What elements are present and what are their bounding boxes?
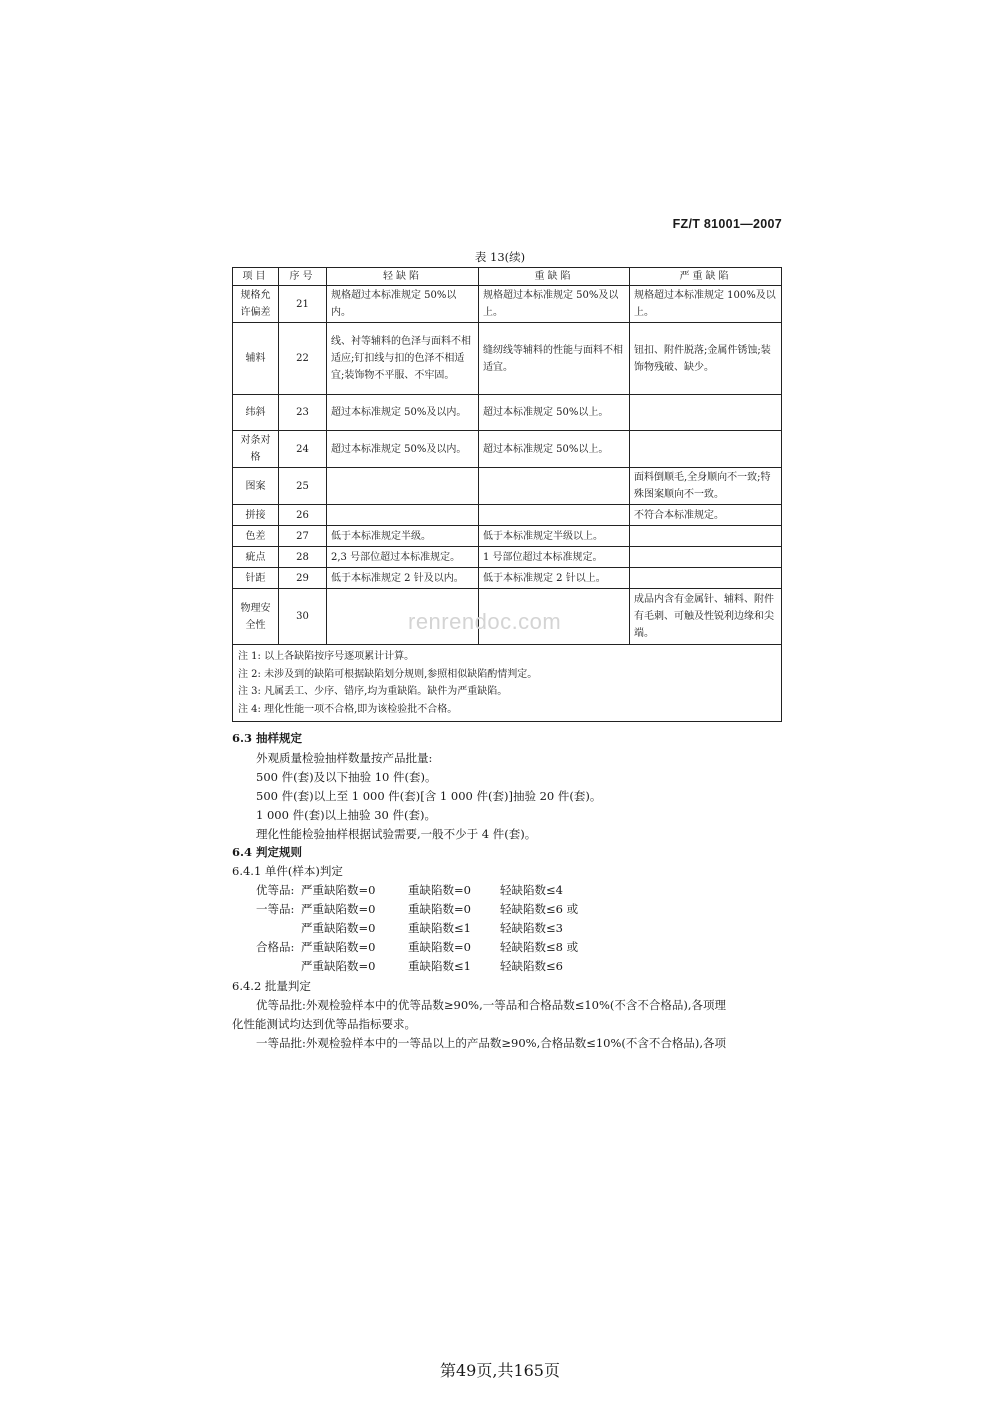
cell-major: 超过本标准规定 50%以上。 bbox=[479, 395, 630, 431]
cell-minor bbox=[327, 505, 479, 526]
table-note: 注 3: 凡属丢工、少序、错序,均为重缺陷。缺件为严重缺陷。 bbox=[238, 686, 508, 697]
cell-critical: 规格超过本标准规定 100%及以上。 bbox=[630, 286, 782, 323]
major-count: 重缺陷数=0 bbox=[408, 940, 471, 954]
paragraph: 500 件(套)及以下抽验 10 件(套)。 bbox=[256, 770, 437, 784]
header-item: 项目 bbox=[233, 268, 279, 286]
table-note: 注 2: 未涉及到的缺陷可根据缺陷划分规则,参照相似缺陷酌情判定。 bbox=[238, 668, 538, 680]
cell-item: 物理安全性 bbox=[233, 589, 279, 645]
major-count: 重缺陷数≤1 bbox=[408, 959, 471, 973]
cell-critical bbox=[630, 568, 782, 589]
standard-code: FZ/T 81001—2007 bbox=[672, 217, 782, 231]
table-row bbox=[233, 468, 782, 505]
grade-label: 合格品: bbox=[256, 940, 295, 954]
cell-critical: 面料倒顺毛,全身顺向不一致;特殊图案顺向不一致。 bbox=[630, 468, 782, 505]
cell-critical bbox=[630, 526, 782, 547]
paragraph: 500 件(套)以上至 1 000 件(套)[含 1 000 件(套)]抽验 20 件(套)。 bbox=[256, 789, 602, 803]
minor-count: 轻缺陷数≤8 或 bbox=[500, 940, 579, 954]
cell-critical bbox=[630, 431, 782, 468]
table-row bbox=[233, 323, 782, 395]
table-row bbox=[233, 431, 782, 468]
paragraph: 理化性能检验抽样根据试验需要,一般不少于 4 件(套)。 bbox=[256, 827, 537, 841]
cell-item: 辅料 bbox=[233, 323, 279, 395]
table-row bbox=[233, 286, 782, 323]
cell-minor: 2,3 号部位超过本标准规定。 bbox=[327, 547, 479, 568]
cell-minor: 超过本标准规定 50%及以内。 bbox=[327, 431, 479, 468]
defect-table bbox=[232, 267, 782, 722]
cell-item: 对条对格 bbox=[233, 431, 279, 468]
cell-item: 针距 bbox=[233, 568, 279, 589]
section-heading: 6.4 判定规则 bbox=[232, 845, 303, 859]
header-seq: 序号 bbox=[279, 268, 327, 286]
cell-major: 1 号部位超过本标准规定。 bbox=[479, 547, 630, 568]
header-critical: 严重缺陷 bbox=[630, 268, 782, 286]
table-row bbox=[233, 395, 782, 431]
table-notes bbox=[233, 645, 782, 722]
cell-critical: 成品内含有金属针、辅料、附件有毛刺、可触及性锐利边缘和尖端。 bbox=[630, 589, 782, 645]
cell-major bbox=[479, 505, 630, 526]
cell-critical: 钮扣、附件脱落;金属件锈蚀;装饰物残破、缺少。 bbox=[630, 323, 782, 395]
page-footer: 第49页,共165页 bbox=[440, 1361, 560, 1380]
cell-item: 疵点 bbox=[233, 547, 279, 568]
table-caption: 表 13(续) bbox=[474, 250, 526, 264]
cell-major: 缝纫线等辅料的性能与面料不相适宜。 bbox=[479, 323, 630, 395]
cell-critical: 不符合本标准规定。 bbox=[630, 505, 782, 526]
paragraph: 1 000 件(套)以上抽验 30 件(套)。 bbox=[256, 808, 436, 822]
cell-seq: 26 bbox=[279, 505, 327, 526]
cell-seq: 27 bbox=[279, 526, 327, 547]
critical-count: 严重缺陷数=0 bbox=[301, 921, 376, 935]
table-row bbox=[233, 547, 782, 568]
cell-item: 规格允许偏差 bbox=[233, 286, 279, 323]
cell-minor: 低于本标准规定半级。 bbox=[327, 526, 479, 547]
cell-seq: 30 bbox=[279, 589, 327, 645]
cell-minor: 规格超过本标准规定 50%以内。 bbox=[327, 286, 479, 323]
paragraph: 外观质量检验抽样数量按产品批量: bbox=[256, 751, 433, 765]
table-note: 注 4: 理化性能一项不合格,即为该检验批不合格。 bbox=[238, 703, 458, 715]
minor-count: 轻缺陷数≤4 bbox=[500, 883, 563, 897]
cell-critical bbox=[630, 395, 782, 431]
cell-minor: 低于本标准规定 2 针及以内。 bbox=[327, 568, 479, 589]
table-note: 注 1: 以上各缺陷按序号逐项累计计算。 bbox=[238, 651, 415, 662]
minor-count: 轻缺陷数≤6 bbox=[500, 959, 563, 973]
major-count: 重缺陷数≤1 bbox=[408, 921, 471, 935]
cell-seq: 29 bbox=[279, 568, 327, 589]
section-heading: 6.3 抽样规定 bbox=[232, 731, 303, 745]
cell-minor bbox=[327, 468, 479, 505]
cell-item: 色差 bbox=[233, 526, 279, 547]
major-count: 重缺陷数=0 bbox=[408, 883, 471, 897]
header-minor: 轻缺陷 bbox=[327, 268, 479, 286]
subsection-heading: 6.4.1 单件(样本)判定 bbox=[232, 864, 343, 878]
cell-item: 图案 bbox=[233, 468, 279, 505]
cell-seq: 25 bbox=[279, 468, 327, 505]
grade-label: 优等品: bbox=[256, 883, 295, 897]
paragraph: 优等品批:外观检验样本中的优等品数≥90%,一等品和合格品数≤10%(不含不合格品),各项理 bbox=[256, 998, 727, 1012]
cell-major: 低于本标准规定 2 针以上。 bbox=[479, 568, 630, 589]
cell-minor: 超过本标准规定 50%及以内。 bbox=[327, 395, 479, 431]
cell-seq: 28 bbox=[279, 547, 327, 568]
critical-count: 严重缺陷数=0 bbox=[301, 959, 376, 973]
minor-count: 轻缺陷数≤6 或 bbox=[500, 902, 579, 916]
grade-label: 一等品: bbox=[256, 902, 295, 916]
critical-count: 严重缺陷数=0 bbox=[301, 883, 376, 897]
minor-count: 轻缺陷数≤3 bbox=[500, 921, 563, 935]
table-header-row bbox=[233, 268, 782, 286]
cell-major: 规格超过本标准规定 50%及以上。 bbox=[479, 286, 630, 323]
cell-major: 低于本标准规定半级以上。 bbox=[479, 526, 630, 547]
cell-seq: 24 bbox=[279, 431, 327, 468]
table-notes-row bbox=[233, 645, 782, 722]
paragraph: 化性能测试均达到优等品指标要求。 bbox=[232, 1017, 416, 1031]
watermark: renrendoc.com bbox=[408, 609, 562, 634]
cell-item: 纬斜 bbox=[233, 395, 279, 431]
critical-count: 严重缺陷数=0 bbox=[301, 902, 376, 916]
cell-seq: 22 bbox=[279, 323, 327, 395]
cell-minor: 线、衬等辅料的色泽与面料不相适应;钉扣线与扣的色泽不相适宜;装饰物不平服、不牢固。 bbox=[327, 323, 479, 395]
paragraph: 一等品批:外观检验样本中的一等品以上的产品数≥90%,合格品数≤10%(不含不合格品),各项 bbox=[256, 1036, 727, 1050]
cell-item: 拼接 bbox=[233, 505, 279, 526]
cell-major: 超过本标准规定 50%以上。 bbox=[479, 431, 630, 468]
critical-count: 严重缺陷数=0 bbox=[301, 940, 376, 954]
table-row bbox=[233, 505, 782, 526]
cell-seq: 23 bbox=[279, 395, 327, 431]
header-major: 重缺陷 bbox=[479, 268, 630, 286]
subsection-heading: 6.4.2 批量判定 bbox=[232, 979, 311, 993]
cell-seq: 21 bbox=[279, 286, 327, 323]
major-count: 重缺陷数=0 bbox=[408, 902, 471, 916]
table-row bbox=[233, 568, 782, 589]
table-row bbox=[233, 526, 782, 547]
cell-critical bbox=[630, 547, 782, 568]
cell-major bbox=[479, 468, 630, 505]
